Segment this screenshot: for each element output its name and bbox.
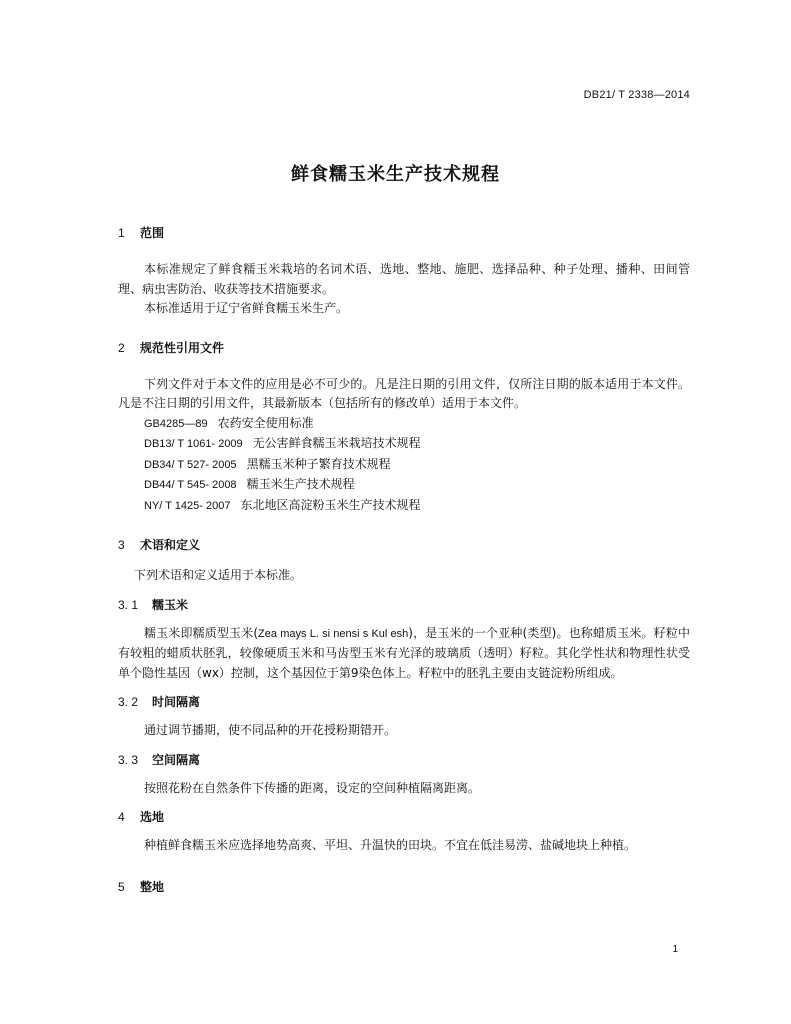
section-heading-scope bbox=[118, 224, 690, 242]
subsection-title: 时间隔离 bbox=[152, 695, 201, 709]
paragraph: 通过调节播期，使不同品种的开花授粉期错开。 bbox=[144, 723, 397, 737]
reference-code: DB13/ T 1061- 2009 bbox=[144, 438, 243, 450]
section-number: 5 bbox=[118, 879, 125, 894]
definition-text-end: )，是玉米的一个亚种(类型)。也称蜡质玉米。籽粒中有较粗的蜡质状胚乳，较像硬质玉米和马齿型玉米有光泽的玻璃质（透明）籽粒。其化学性状和物理性状受单个隐性基因（wx）控制，这个基因位于第9染色体上。籽粒中的胚乳主要由支链淀粉所组成。 bbox=[118, 625, 690, 680]
page-number: 1 bbox=[672, 944, 678, 955]
paragraph: 本标准适用于辽宁省鲜食糯玉米生产。 bbox=[144, 301, 349, 315]
reference-name: 糯玉米生产技术规程 bbox=[246, 477, 355, 491]
reference-item bbox=[118, 475, 690, 496]
reference-item bbox=[118, 414, 690, 435]
reference-name: 农药安全使用标准 bbox=[217, 415, 314, 430]
document-title: 鲜食糯玉米生产技术规程 bbox=[291, 164, 500, 185]
reference-item bbox=[118, 496, 690, 517]
paragraph: 下列文件对于本文件的应用是必不可少的。凡是注日期的引用文件，仅所注日期的版本适用于本文件。凡是不注日期的引用文件，其最新版本（包括所有的修改单）适用于本文件。 bbox=[118, 376, 690, 410]
section-title: 范围 bbox=[140, 226, 165, 240]
section-number: 3 bbox=[118, 538, 125, 552]
subsection-number: 3. 2 bbox=[118, 695, 139, 709]
subsection-title: 糯玉米 bbox=[152, 597, 189, 612]
subsection-title: 空间隔离 bbox=[152, 752, 201, 767]
paragraph: 按照花粉在自然条件下传播的距离，设定的空间种植隔离距离。 bbox=[144, 780, 481, 795]
reference-code: NY/ T 1425- 2007 bbox=[144, 499, 231, 512]
section-number: 2 bbox=[118, 340, 125, 355]
reference-name: 东北地区高淀粉玉米生产技术规程 bbox=[240, 497, 421, 512]
section-heading-site-selection bbox=[118, 808, 690, 826]
paragraph: 种植鲜食糯玉米应选择地势高爽、平坦、升温快的田块。不宜在低洼易涝、盐碱地块上种植。 bbox=[144, 838, 637, 852]
subsection-number: 3. 1 bbox=[118, 597, 139, 612]
document-body bbox=[118, 224, 690, 896]
latin-name: Zea mays L. si nensi s Kul esh bbox=[258, 627, 409, 640]
reference-item bbox=[118, 455, 690, 476]
subsection-heading-time-isolation bbox=[118, 693, 690, 711]
reference-list bbox=[118, 414, 690, 517]
reference-code: DB44/ T 545- 2008 bbox=[144, 479, 237, 491]
reference-item bbox=[118, 434, 690, 455]
section-title: 整地 bbox=[140, 879, 165, 894]
paragraph: 下列术语和定义适用于本标准。 bbox=[134, 568, 303, 582]
section-heading-normative-references bbox=[118, 339, 690, 357]
reference-name: 无公害鲜食糯玉米栽培技术规程 bbox=[252, 436, 421, 450]
document-code: DB21/ T 2338—2014 bbox=[583, 89, 690, 101]
section-number: 4 bbox=[118, 810, 125, 824]
subsection-heading-space-isolation bbox=[118, 751, 690, 769]
subsection-number: 3. 3 bbox=[118, 752, 139, 767]
paragraph: 本标准规定了鲜食糯玉米栽培的名词术语、选地、整地、施肥、选择品种、种子处理、播种、田间管理、病虫害防治、收获等技术措施要求。 bbox=[118, 262, 690, 296]
section-title: 规范性引用文件 bbox=[140, 340, 225, 355]
reference-name: 黑糯玉米种子繁育技术规程 bbox=[246, 456, 391, 471]
paragraph bbox=[118, 624, 690, 684]
reference-code: DB34/ T 527- 2005 bbox=[144, 458, 237, 471]
reference-code: GB4285—89 bbox=[144, 417, 208, 430]
section-title: 术语和定义 bbox=[140, 538, 201, 552]
section-heading-terms-definitions bbox=[118, 536, 690, 554]
section-title: 选地 bbox=[140, 810, 165, 824]
subsection-heading-waxy-corn bbox=[118, 596, 690, 614]
definition-text-start: 糯玉米即糯质型玉米( bbox=[144, 625, 259, 640]
section-heading-land-preparation bbox=[118, 878, 690, 896]
section-number: 1 bbox=[118, 226, 125, 240]
